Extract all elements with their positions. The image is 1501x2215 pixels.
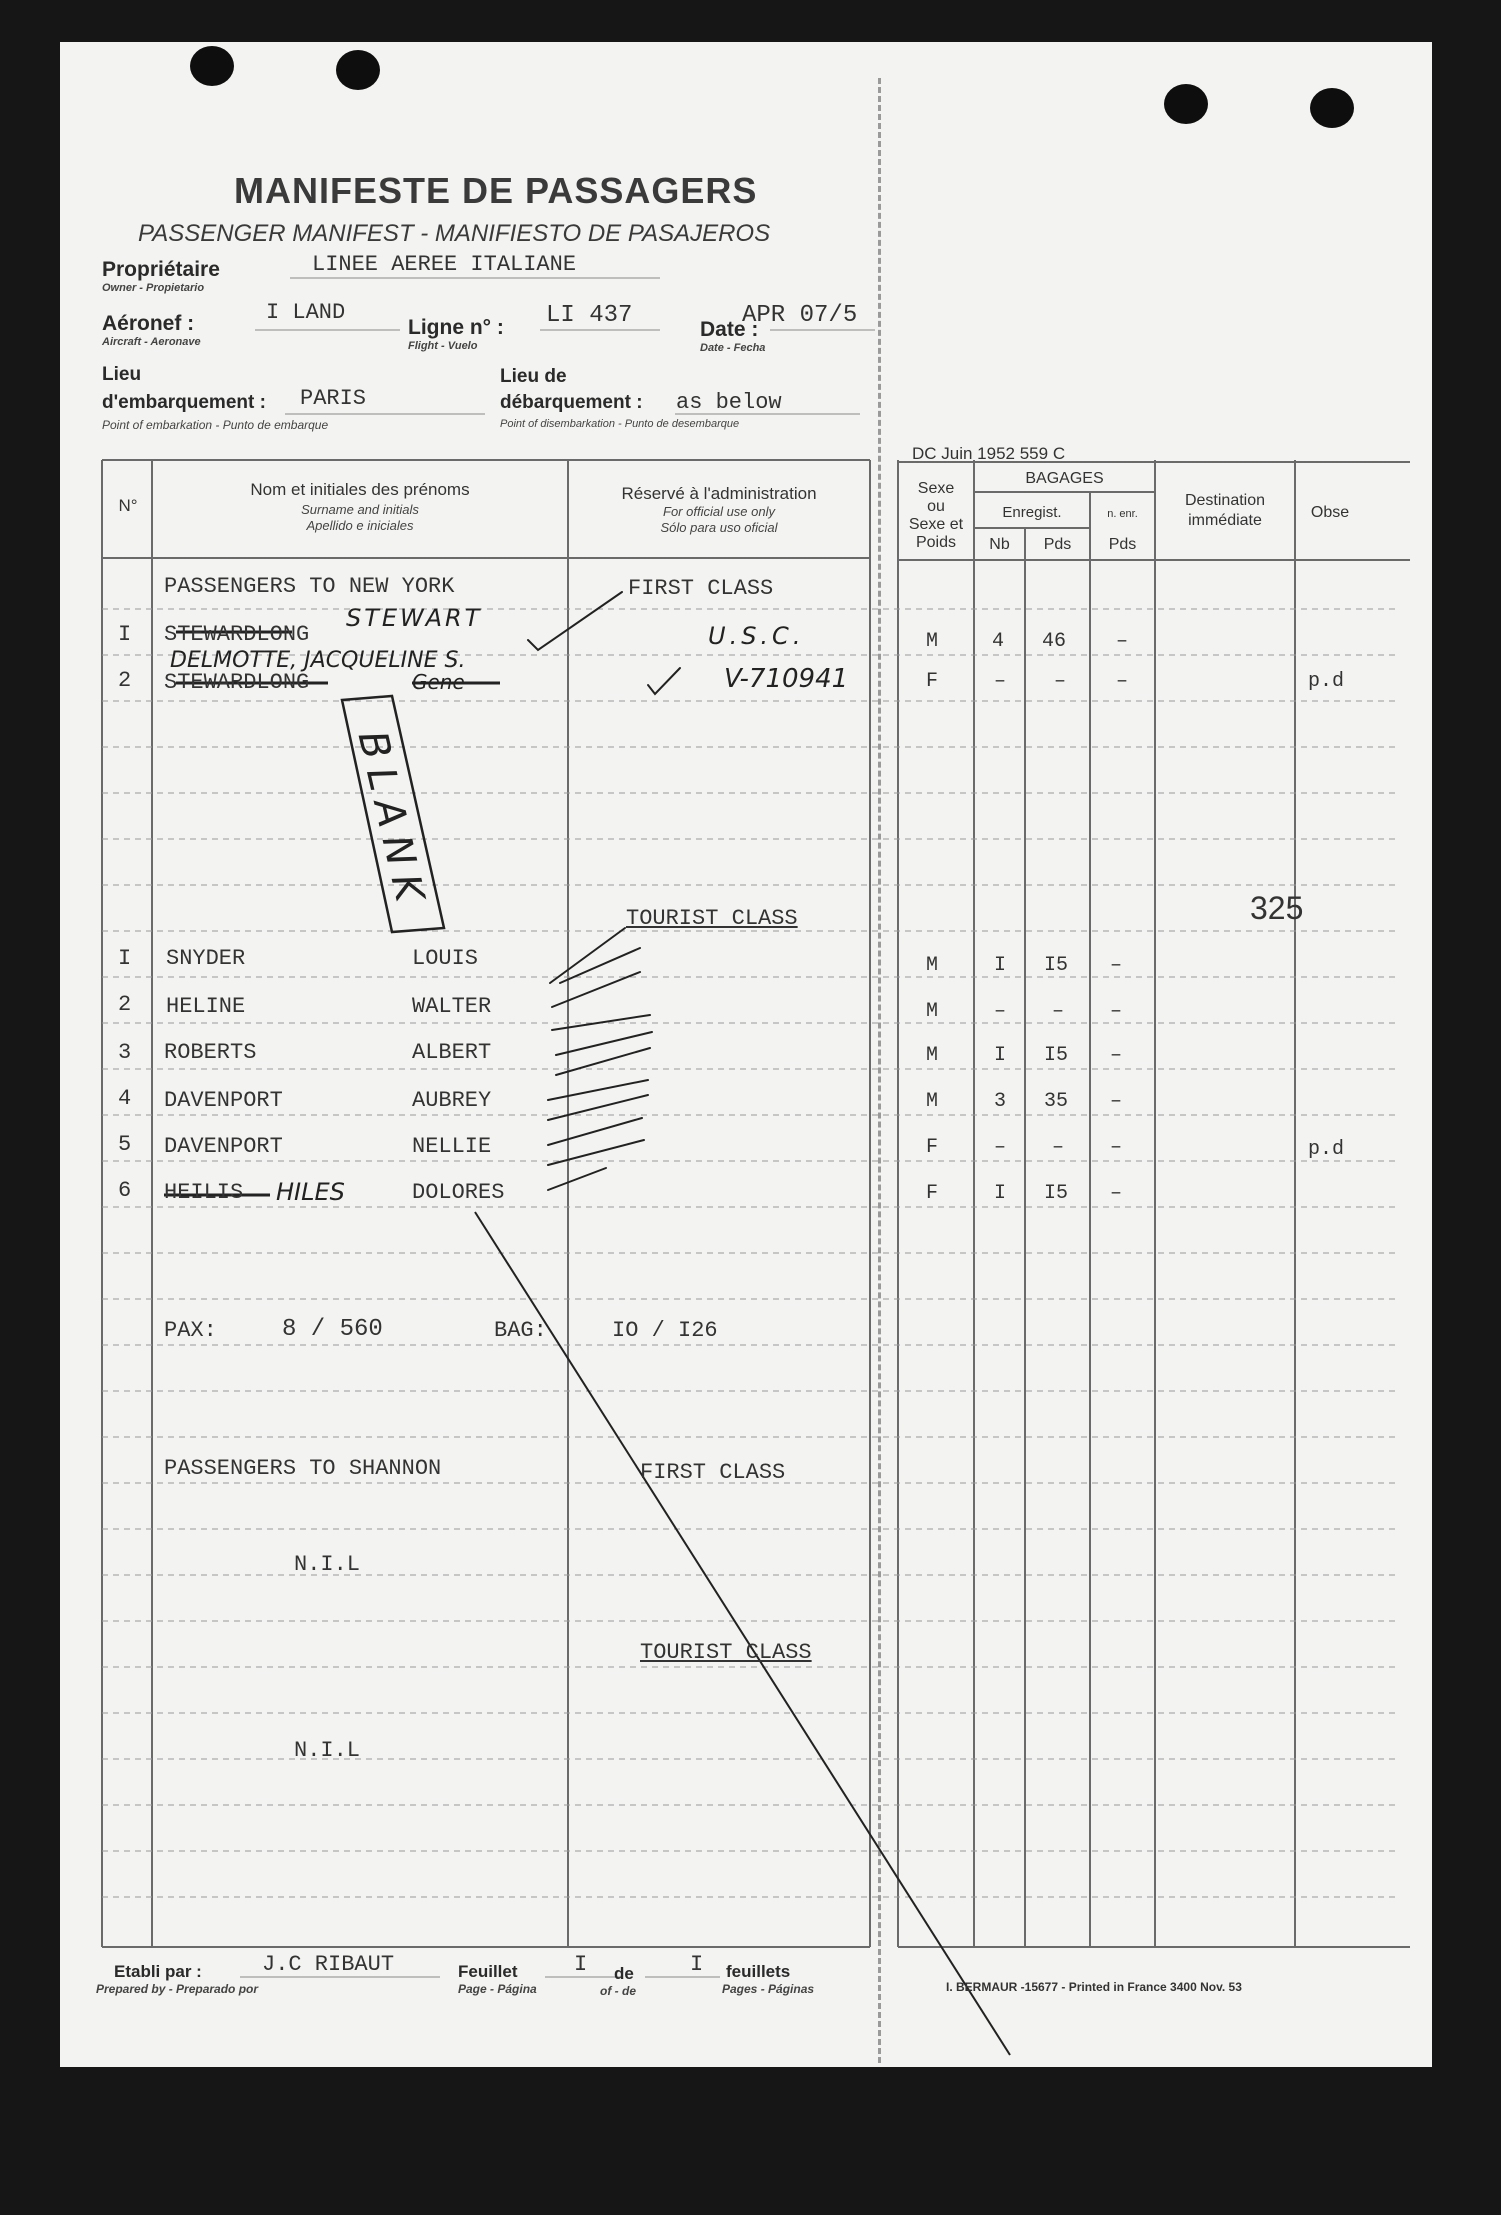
- section-heading-new-york: PASSENGERS TO NEW YORK: [164, 574, 455, 599]
- col-header-name: Nom et initiales des prénoms: [250, 480, 470, 499]
- col-header-sex-2: ou: [927, 498, 945, 515]
- of-sublabel: of - de: [600, 1984, 636, 1998]
- passenger-surname: STEWARDLONG: [164, 670, 310, 695]
- shannon-first-class: FIRST CLASS: [640, 1460, 786, 1485]
- col-header-destination-1: Destination: [1184, 492, 1266, 509]
- flight-sublabel: Flight - Vuelo: [408, 340, 478, 352]
- pax-value: 8 / 560: [282, 1316, 383, 1343]
- col-header-enregist: Enregist.: [1002, 504, 1062, 521]
- sex-cell: M: [926, 954, 939, 977]
- col-header-name-sub1: Surname and initials: [301, 502, 419, 517]
- passenger-given: NELLIE: [412, 1134, 492, 1159]
- flight-value: LI 437: [546, 302, 633, 329]
- passenger-surname: HELINE: [166, 994, 246, 1019]
- blank-stamp: BLANK: [348, 726, 435, 916]
- col-header-name-sub2: Apellido e iniciales: [306, 518, 414, 533]
- shannon-first-nil: N.I.L: [294, 1552, 361, 1577]
- sex-cell: M: [926, 1000, 939, 1023]
- col-header-no: N°: [118, 496, 138, 515]
- col-header-bagages: BAGAGES: [1025, 470, 1104, 487]
- pax-label: PAX:: [164, 1318, 217, 1343]
- embark-label-line2: d'embarquement :: [102, 392, 266, 413]
- bag-count-cell: 4: [992, 630, 1005, 653]
- unregistered-cell: –: [1116, 670, 1129, 693]
- unregistered-cell: –: [1110, 1182, 1123, 1205]
- col-header-pds: Pds: [1043, 536, 1072, 553]
- col-header-admin-sub2: Sólo para uso oficial: [660, 520, 778, 535]
- bag-weight-cell: I5: [1044, 1182, 1069, 1205]
- owner-value: LINEE AEREE ITALIANE: [312, 252, 577, 277]
- unregistered-cell: –: [1110, 1090, 1123, 1113]
- form-code: DC Juin 1952 559 C: [912, 444, 1066, 463]
- shannon-tourist-nil: N.I.L: [294, 1738, 361, 1763]
- disembark-value: as below: [676, 390, 782, 415]
- tourist-class-heading: TOURIST CLASS: [626, 906, 798, 931]
- section-heading-shannon: PASSENGERS TO SHANNON: [164, 1456, 442, 1481]
- passenger-surname: HEILIS: [164, 1180, 244, 1205]
- bag-weight-cell: I5: [1044, 1044, 1069, 1067]
- bag-weight-cell: –: [1052, 1136, 1065, 1159]
- sheet-label: Feuillet: [458, 1962, 518, 1981]
- prepared-by-label: Etabli par :: [114, 1962, 202, 1981]
- observation-cell: p.d: [1308, 670, 1345, 693]
- owner-sublabel: Owner - Propietario: [102, 282, 205, 294]
- passenger-given: ALBERT: [412, 1040, 492, 1065]
- aircraft-label: Aéronef :: [102, 312, 195, 335]
- bag-count-cell: I: [994, 954, 1007, 977]
- bag-count-cell: I: [994, 1182, 1007, 1205]
- bag-count-cell: –: [994, 1000, 1007, 1023]
- admin-note: U.S.C.: [708, 622, 805, 650]
- col-header-observations: Obse: [1310, 504, 1350, 521]
- sex-cell: M: [926, 1090, 939, 1113]
- flight-label: Ligne n° :: [408, 316, 504, 339]
- unregistered-cell: –: [1110, 1000, 1123, 1023]
- unregistered-cell: –: [1110, 1044, 1123, 1067]
- bag-count-cell: 3: [994, 1090, 1007, 1113]
- disembark-label-line2: débarquement :: [500, 392, 643, 413]
- aircraft-sublabel: Aircraft - Aeronave: [102, 336, 201, 348]
- bag-count-cell: –: [994, 1136, 1007, 1159]
- passenger-surname: DAVENPORT: [164, 1088, 283, 1113]
- row-number: 3: [118, 1040, 132, 1065]
- prepared-by-sublabel: Prepared by - Preparado por: [96, 1982, 259, 1996]
- admin-note: V-710941: [724, 664, 849, 694]
- row-number: 2: [118, 992, 132, 1017]
- sex-cell: F: [926, 1136, 939, 1159]
- bag-label: BAG:: [494, 1318, 547, 1343]
- embark-value: PARIS: [300, 386, 367, 411]
- sex-cell: M: [926, 1044, 939, 1067]
- row-number: 5: [118, 1132, 132, 1157]
- bag-weight-cell: –: [1052, 1000, 1065, 1023]
- row-number: I: [118, 946, 132, 971]
- bag-count-cell: –: [994, 670, 1007, 693]
- of-value: I: [690, 1952, 704, 1977]
- passenger-given: AUBREY: [412, 1088, 492, 1113]
- col-header-admin-sub1: For official use only: [663, 504, 775, 519]
- bag-weight-cell: 35: [1044, 1090, 1069, 1113]
- passenger-surname-handwritten: HILES: [276, 1178, 345, 1206]
- bag-count-cell: I: [994, 1044, 1007, 1067]
- row-number: 2: [118, 668, 132, 693]
- bag-value: IO / I26: [612, 1318, 718, 1343]
- passenger-given: LOUIS: [412, 946, 479, 971]
- passenger-given: Gene: [412, 670, 465, 694]
- disembark-sublabel: Point of disembarkation - Punto de desembarque: [500, 418, 740, 430]
- sheets-sublabel: Pages - Páginas: [722, 1982, 815, 1996]
- unregistered-cell: –: [1110, 1136, 1123, 1159]
- passenger-surname: ROBERTS: [164, 1040, 257, 1065]
- first-class-heading: FIRST CLASS: [628, 576, 774, 601]
- col-header-nb: Nb: [989, 536, 1010, 553]
- col-header-admin: Réservé à l'administration: [621, 484, 817, 503]
- unregistered-cell: –: [1110, 954, 1123, 977]
- passenger-surname: STEWARDLONG: [164, 622, 310, 647]
- owner-label: Propriétaire: [102, 258, 220, 281]
- col-header-sex-4: Poids: [915, 534, 957, 551]
- aircraft-value: I LAND: [266, 300, 346, 325]
- sex-cell: M: [926, 630, 939, 653]
- sheets-label: feuillets: [726, 1962, 791, 1981]
- embark-label-line1: Lieu: [102, 364, 142, 385]
- col-header-sex-3: Sexe et: [908, 516, 964, 533]
- col-header-pds2: Pds: [1108, 536, 1137, 553]
- passenger-name-handwritten: DELMOTTE, JACQUELINE S.: [170, 648, 466, 673]
- form-subtitle: PASSENGER MANIFEST - MANIFIESTO DE PASAJEROS: [138, 220, 771, 247]
- sex-cell: F: [926, 1182, 939, 1205]
- passenger-surname: SNYDER: [166, 946, 246, 971]
- printer-imprint: I. BERMAUR -15677 - Printed in France 3400 Nov. 53: [946, 1980, 1242, 1994]
- bag-weight-cell: –: [1054, 670, 1067, 693]
- passenger-surname: DAVENPORT: [164, 1134, 283, 1159]
- sheet-value: I: [574, 1952, 588, 1977]
- bag-weight-cell: I5: [1044, 954, 1069, 977]
- date-label: Date :: [700, 318, 759, 341]
- form-title: MANIFESTE DE PASSAGERS: [234, 170, 758, 211]
- col-header-destination-2: immédiate: [1188, 512, 1262, 529]
- date-value: APR 07/5: [742, 302, 858, 329]
- prepared-by-value: J.C RIBAUT: [262, 1952, 395, 1977]
- passenger-given: WALTER: [412, 994, 492, 1019]
- disembark-label-line1: Lieu de: [500, 366, 567, 387]
- embark-sublabel: Point of embarkation - Punto de embarque: [102, 418, 329, 432]
- passenger-given-handwritten: STEWART: [346, 604, 483, 632]
- unregistered-cell: –: [1116, 630, 1129, 653]
- shannon-tourist-class: TOURIST CLASS: [640, 1640, 812, 1665]
- row-number: 6: [118, 1178, 132, 1203]
- of-label: de: [614, 1964, 634, 1983]
- col-header-noreg: n. enr.: [1107, 508, 1138, 520]
- margin-note: 325: [1250, 890, 1304, 926]
- observation-cell: p.d: [1308, 1138, 1345, 1161]
- bag-weight-cell: 46: [1042, 630, 1067, 653]
- row-number: I: [118, 622, 132, 647]
- sex-cell: F: [926, 670, 939, 693]
- passenger-given: DOLORES: [412, 1180, 505, 1205]
- col-header-sex-1: Sexe: [917, 480, 955, 497]
- date-sublabel: Date - Fecha: [700, 342, 766, 354]
- row-number: 4: [118, 1086, 132, 1111]
- sheet-sublabel: Page - Página: [458, 1982, 537, 1996]
